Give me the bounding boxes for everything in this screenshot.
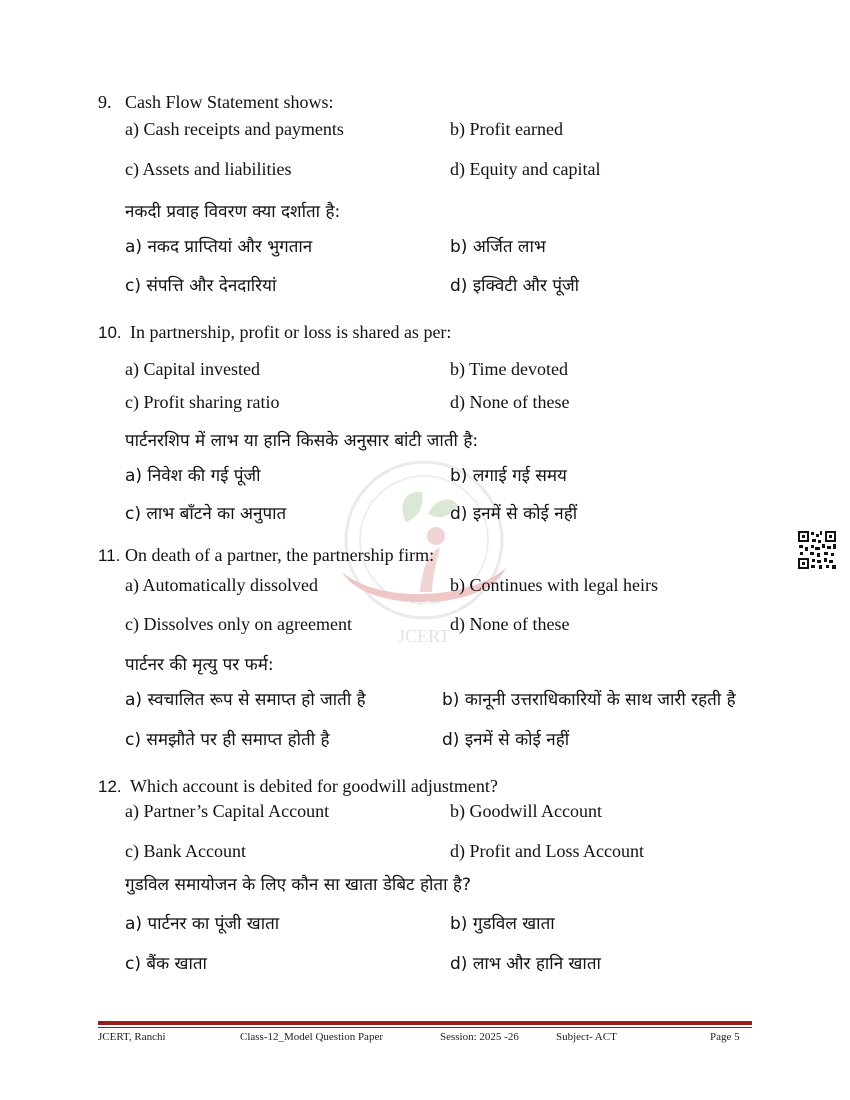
question-10-option-d: d) None of these (450, 392, 570, 412)
qr-code-icon (797, 530, 837, 570)
footer-paper: Class-12_Model Question Paper (240, 1031, 383, 1043)
emblem-org: JCERT (398, 626, 450, 646)
question-12-hindi-text: गुडविल समायोजन के लिए कौन सा खाता डेबिट होता है? (125, 875, 471, 895)
question-12-option-c: c) Bank Account (125, 841, 246, 861)
question-11-text: On death of a partner, the partnership firm: (125, 545, 435, 565)
question-12-hindi-option-a: a) पार्टनर का पूंजी खाता (125, 914, 280, 934)
question-10-option-a: a) Capital invested (125, 359, 260, 379)
question-11-option-d: d) None of these (450, 614, 570, 634)
question-11-hindi-text: पार्टनर की मृत्यु पर फर्म: (125, 655, 274, 675)
question-12-number: 12. (98, 777, 122, 796)
question-10-hindi-option-a: a) निवेश की गई पूंजी (125, 466, 261, 486)
question-9-option-a: a) Cash receipts and payments (125, 119, 344, 139)
footer-rule-thick (98, 1021, 752, 1025)
question-9-text: Cash Flow Statement shows: (125, 92, 334, 112)
question-12-hindi-option-c: c) बैंक खाता (125, 954, 207, 974)
question-12-hindi-option-b: b) गुडविल खाता (450, 914, 555, 934)
question-11-hindi-option-a: a) स्वचालित रूप से समाप्त हो जाती है (125, 690, 366, 710)
question-10-hindi-option-d: d) इनमें से कोई नहीं (450, 504, 578, 524)
question-9-hindi-option-d: d) इक्विटी और पूंजी (450, 276, 580, 296)
question-9-hindi-option-b: b) अर्जित लाभ (450, 237, 546, 257)
question-11-option-a: a) Automatically dissolved (125, 575, 318, 595)
question-12-option-a: a) Partner’s Capital Account (125, 801, 330, 821)
question-11-option-b: b) Continues with legal heirs (450, 575, 658, 595)
footer-page: Page 5 (710, 1031, 740, 1043)
question-9-hindi-option-a: a) नकद प्राप्तियां और भुगतान (125, 237, 313, 257)
question-12-hindi-option-d: d) लाभ और हानि खाता (450, 954, 601, 974)
question-12-text: Which account is debited for goodwill adjustment? (130, 776, 498, 796)
question-12-option-d: d) Profit and Loss Account (450, 841, 644, 861)
footer-org: JCERT, Ranchi (98, 1031, 166, 1043)
question-11-number: 11. (98, 546, 121, 565)
question-10-number: 10. (98, 323, 122, 342)
question-12-option-b: b) Goodwill Account (450, 801, 602, 821)
question-10-hindi-option-c: c) लाभ बाँटने का अनुपात (125, 504, 287, 524)
question-11-hindi-option-b: b) कानूनी उत्तराधिकारियों के साथ जारी रहती है (442, 690, 736, 710)
question-10-option-b: b) Time devoted (450, 359, 569, 379)
question-9-number: 9. (98, 92, 112, 112)
footer-subject: Subject- ACT (556, 1031, 617, 1043)
emblem-motto: नवोन्मेष शोध नेतृत्व (389, 602, 459, 613)
question-10-hindi-option-b: b) लगाई गई समय (450, 466, 567, 486)
question-9-option-c: c) Assets and liabilities (125, 159, 292, 179)
question-9-hindi-option-c: c) संपत्ति और देनदारियां (125, 276, 277, 296)
question-11-option-c: c) Dissolves only on agreement (125, 614, 352, 634)
question-10-text: In partnership, profit or loss is shared as per: (130, 322, 452, 342)
question-11-hindi-option-c: c) समझौते पर ही समाप्त होती है (125, 730, 330, 750)
question-9-hindi-text: नकदी प्रवाह विवरण क्या दर्शाता है: (125, 202, 341, 222)
question-11-hindi-option-d: d) इनमें से कोई नहीं (442, 730, 570, 750)
question-9-option-b: b) Profit earned (450, 119, 563, 139)
question-9-option-d: d) Equity and capital (450, 159, 601, 179)
footer-session: Session: 2025 -26 (440, 1031, 519, 1043)
footer-rule-thin (98, 1027, 752, 1028)
question-10-option-c: c) Profit sharing ratio (125, 392, 280, 412)
question-10-hindi-text: पार्टनरशिप में लाभ या हानि किसके अनुसार बांटी जाती है: (125, 431, 479, 451)
